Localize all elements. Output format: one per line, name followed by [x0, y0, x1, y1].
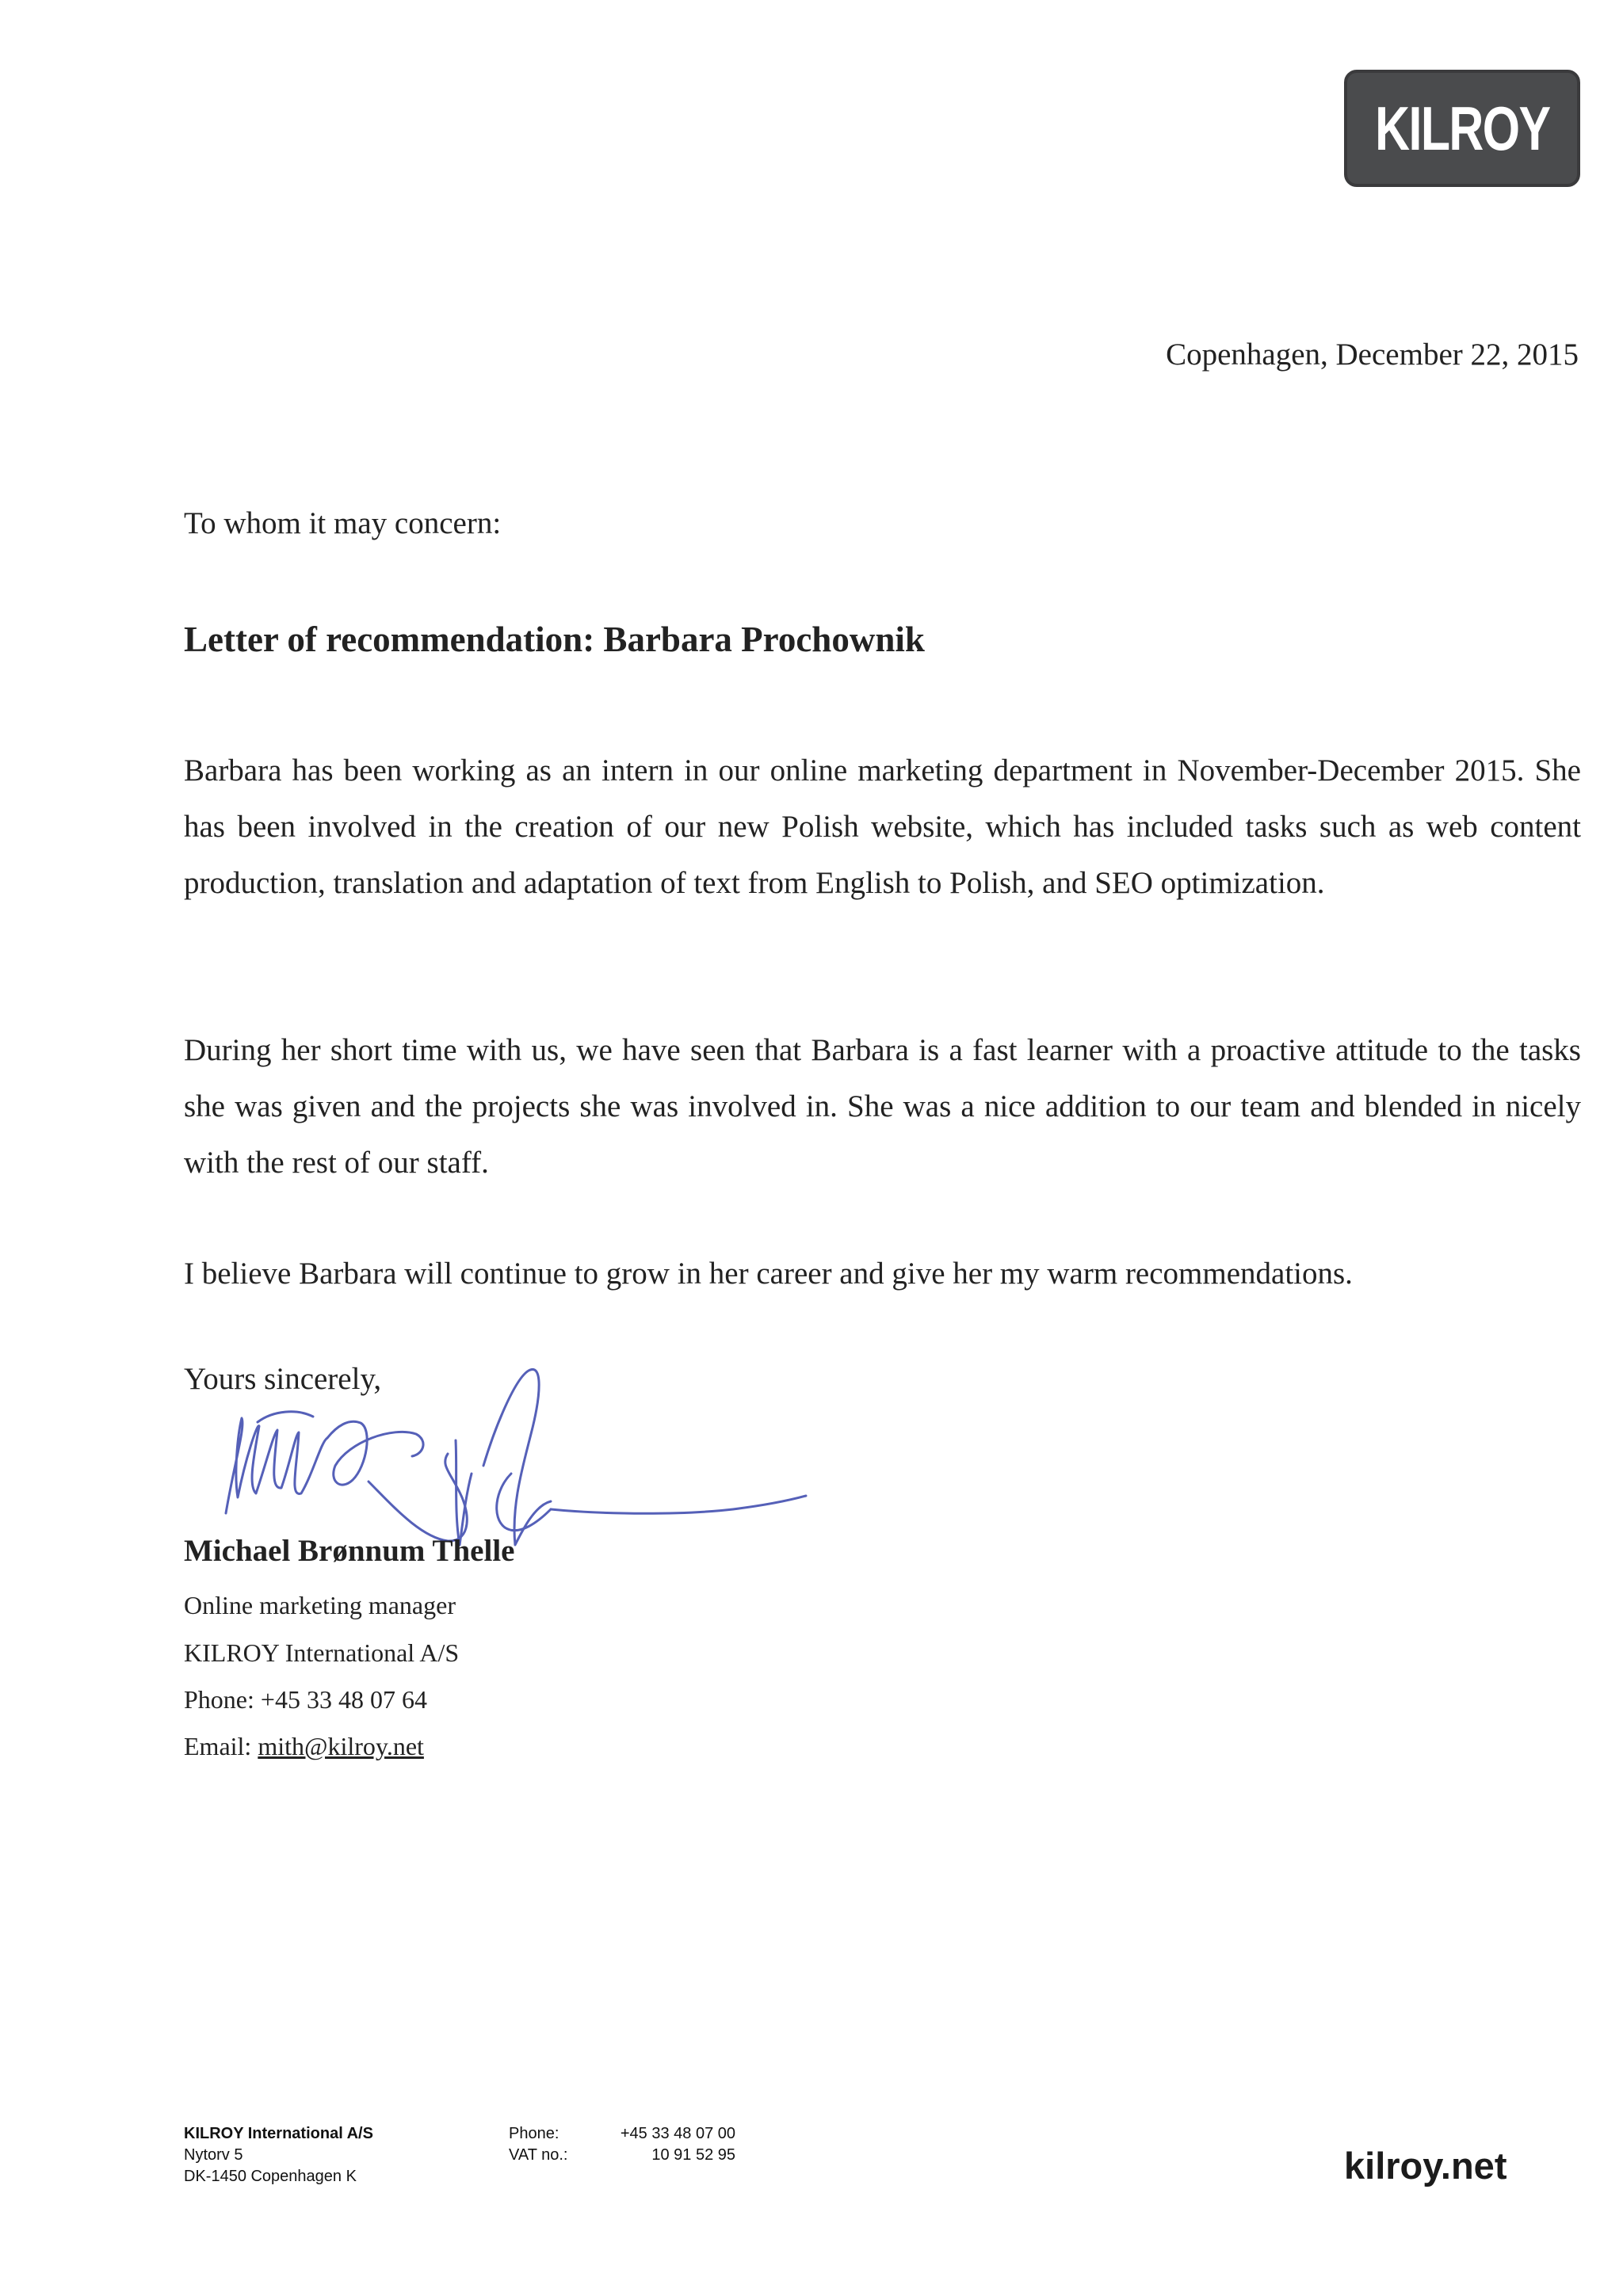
letter-date: Copenhagen, December 22, 2015 — [1166, 338, 1579, 372]
email-link[interactable]: mith@kilroy.net — [258, 1732, 424, 1760]
signer-company: KILROY International A/S — [184, 1638, 460, 1667]
email-label: Email: — [184, 1732, 252, 1760]
footer-vat: 10 91 52 95 — [651, 2146, 735, 2164]
signer-email-line — [184, 1732, 424, 1761]
footer-phone-label: Phone: — [509, 2125, 559, 2142]
paragraph-internship: Barbara has been working as an intern in our online marketing department in November-December 2015. She has been involved in the creation of our new Polish website, which has included tasks such as web content production, translation and adaptation of text from English to Polish, and SEO optimization. — [184, 753, 1581, 900]
kilroy-logo — [1344, 70, 1580, 187]
salutation: To whom it may concern: — [184, 506, 502, 540]
logo-text: KILROY — [1374, 93, 1550, 163]
signer-title: Online marketing manager — [184, 1591, 456, 1619]
signer-phone: Phone: +45 33 48 07 64 — [184, 1685, 427, 1714]
paragraph-recommendation: I believe Barbara will continue to grow in her career and give her my warm recommendations. — [184, 1257, 1353, 1291]
footer-street: Nytorv 5 — [184, 2146, 243, 2164]
footer-city: DK-1450 Copenhagen K — [184, 2168, 357, 2185]
footer-company: KILROY International A/S — [184, 2125, 373, 2142]
footer-phone: +45 33 48 07 00 — [620, 2125, 735, 2142]
footer-website[interactable]: kilroy.net — [1344, 2145, 1507, 2187]
closing: Yours sincerely, — [184, 1362, 382, 1396]
footer-vat-label: VAT no.: — [509, 2146, 568, 2164]
letter-heading: Letter of recommendation: Barbara Prochownik — [184, 620, 925, 659]
paragraph-assessment: During her short time with us, we have seen that Barbara is a fast learner with a proactive attitude to the tasks she was given and the projects she was involved in. She was a nice addition to our team and blended in nicely with the rest of our staff. — [184, 1033, 1581, 1180]
signer-name: Michael Brønnum Thelle — [184, 1534, 515, 1568]
